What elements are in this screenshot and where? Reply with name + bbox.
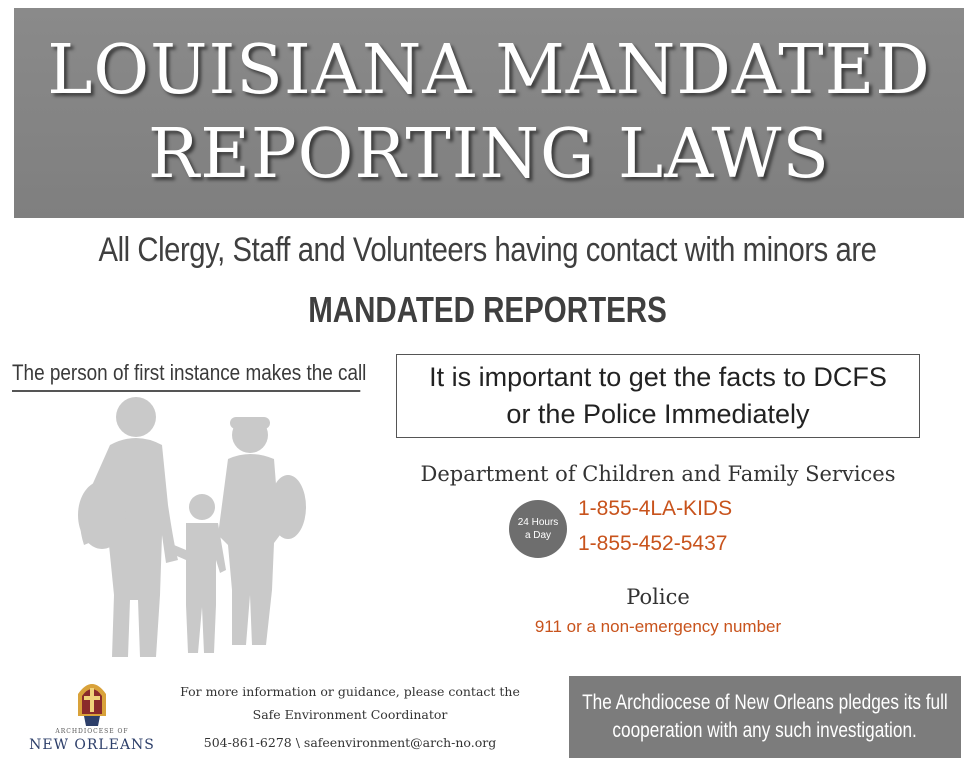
contact-phone-email: 504-861-6278 \ safeenvironment@arch-no.org [203, 735, 497, 750]
archdiocese-logo-icon [72, 676, 112, 728]
contact-line-1: For more information or guidance, please contact the [180, 684, 520, 699]
logo-subtitle: ARCHDIOCESE OF [55, 728, 129, 735]
police-label: Police [626, 585, 690, 609]
badge-line2: a Day [524, 530, 552, 541]
title-banner [14, 8, 964, 218]
pledge-line1: The Archdiocese of New Orleans pledges its full [582, 691, 948, 714]
police-number: 911 or a non-emergency number [534, 617, 782, 636]
mandated-reporters-heading: MANDATED REPORTERS [308, 289, 667, 330]
logo-name: NEW ORLEANS [29, 737, 155, 753]
facts-line1: It is important to get the facts to DCFS [429, 362, 887, 392]
contact-line-2: Safe Environment Coordinator [252, 707, 448, 722]
dcfs-phone-1: 1-855-4LA-KIDS [578, 497, 733, 520]
dcfs-label: Department of Children and Family Services [420, 462, 896, 486]
family-silhouette-image [70, 395, 315, 675]
banner-title-line1: LOUISIANA MANDATED [47, 31, 931, 110]
pledge-line2: cooperation with any such investigation. [612, 719, 918, 742]
dcfs-phone-2: 1-855-452-5437 [578, 532, 728, 555]
badge-line1: 24 Hours [517, 517, 559, 528]
24-hours-badge [509, 500, 567, 558]
mandate-statement: All Clergy, Staff and Volunteers having contact with minors are [98, 231, 877, 269]
facts-notice-box [396, 354, 920, 438]
banner-title-line2: REPORTING LAWS [148, 115, 830, 194]
facts-line2: or the Police Immediately [506, 399, 810, 429]
archdiocese-pledge-box [569, 676, 961, 758]
first-instance-caption: The person of first instance makes the call [12, 358, 360, 392]
